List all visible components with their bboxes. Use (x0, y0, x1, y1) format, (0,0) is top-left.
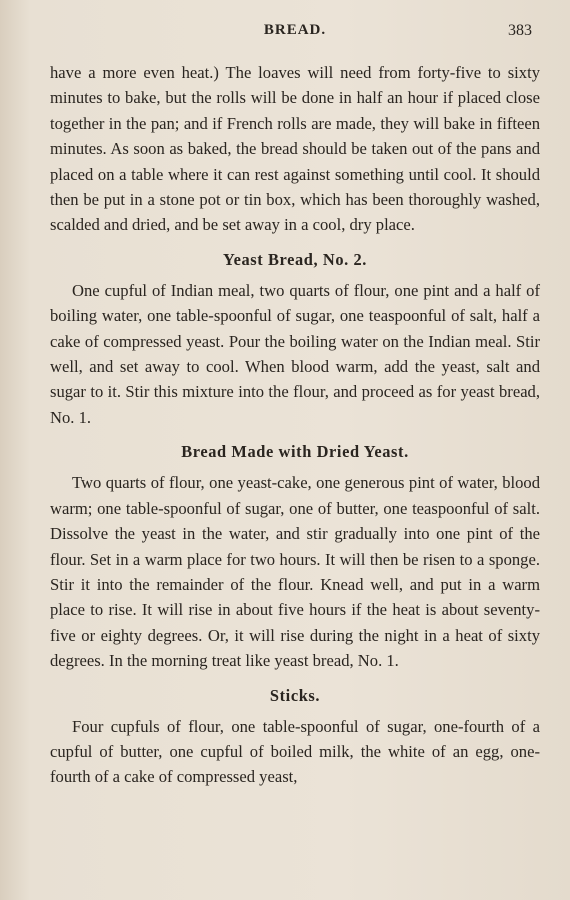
recipe-heading-yeast-bread-no-2: Yeast Bread, No. 2. (222, 249, 368, 269)
recipe-text-sticks: Four cupfuls of flour, one table-spoonful of sugar, one-fourth of a cupful of butter, one cupful of boiled milk, the white of an egg, one-fourth of a cake of compressed yeast, (50, 716, 540, 787)
page-number: 383 (508, 22, 532, 39)
running-title: BREAD. (263, 22, 327, 38)
continued-paragraph: have a more even heat.) The loaves will need from forty-five to sixty minutes to bake, but the rolls will be done in half an hour if placed close together in the pan; and if French rolls are made, they will bake in fifteen minutes. As soon as baked, the bread should be taken out of the pans and placed on a table where it can rest against something until cool. It should then be put in a stone pot or tin box, which has been thoroughly washed, scalded and dried, and be set away in a cool, dry place. (50, 63, 540, 235)
recipe-heading-dried-yeast-bread: Bread Made with Dried Yeast. (181, 442, 409, 462)
recipe-text-dried-yeast-bread: Two quarts of flour, one yeast-cake, one generous pint of water, blood warm; one table-spoonful of sugar, one of butter, one teaspoonful of salt. Dissolve the yeast in the water, and stir gradually into one pint of the flour. Set in a warm place for two hours. It will then be risen to a sponge. Stir it into the remainder of the flour. Knead well, and put in a warm place to rise. It will rise in about five hours if the heat is about seventy-five or eighty degrees. Or, it will rise during the night in a heat of sixty degrees. In the morning treat like yeast bread, No. 1. (50, 473, 540, 671)
recipe-heading-sticks: Sticks. (269, 685, 321, 705)
running-header (50, 18, 540, 48)
recipe-text-yeast-bread-no-2: One cupful of Indian meal, two quarts of flour, one pint and a half of boiling water, one table-spoonful of sugar, one teaspoonful of salt, half a cake of compressed yeast. Pour the boiling water on the Indian meal. Stir well, and set away to cool. When blood warm, add the yeast, salt and sugar to it. Stir this mixture into the flour, and proceed as for yeast bread, No. 1. (50, 280, 540, 427)
